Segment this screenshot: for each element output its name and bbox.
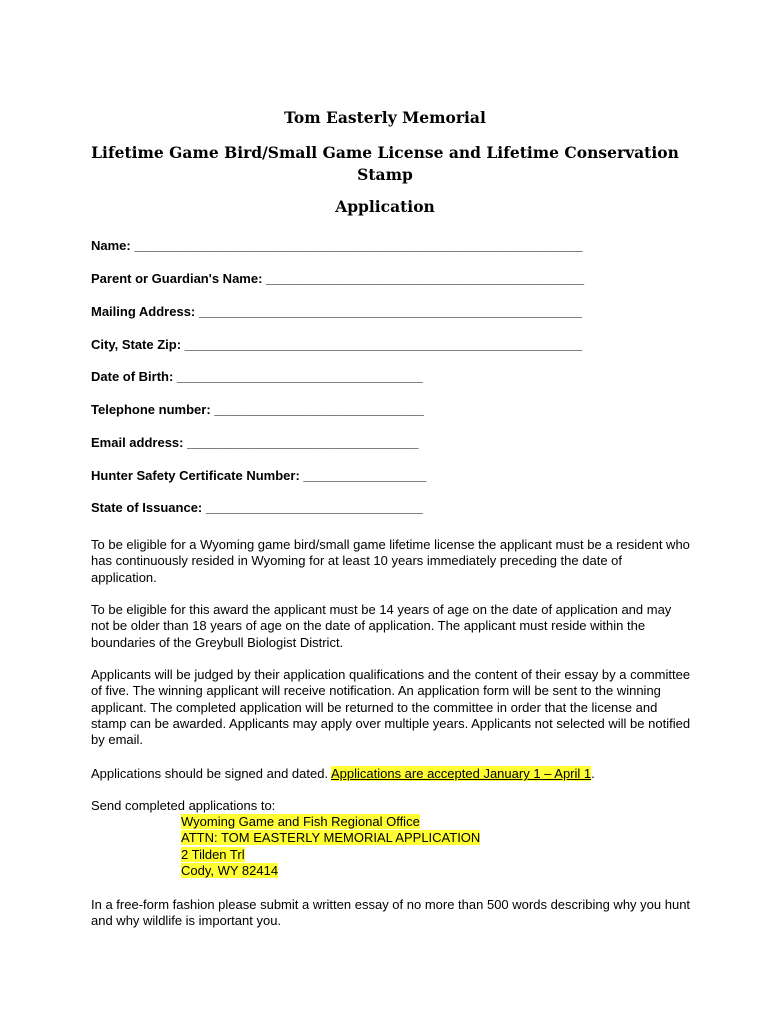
field-blank[interactable]: ________________________________ (187, 435, 419, 450)
deadline-suffix: . (591, 766, 595, 781)
field-label: City, State Zip: (91, 337, 182, 352)
application-title: Application (335, 197, 435, 216)
field-label: Mailing Address: (91, 304, 196, 319)
send-to-label: Send completed applications to: (91, 798, 276, 813)
field-blank[interactable]: ______________________________ (205, 500, 423, 515)
hunter-safety-field[interactable] (91, 468, 426, 483)
mailing-address-block (181, 814, 480, 879)
license-title-line1: Lifetime Game Bird/Small Game License and Lifetime Conservation (91, 143, 679, 162)
deadline-paragraph (91, 766, 691, 782)
judging-paragraph: Applicants will be judged by their application qualifications and the content of their essay by a committee of five. The winning applicant will receive notification. An application form will be sent to the winning applicant. The completed application will be returned to the committee in order that the license and stamp can be awarded. Applicants may apply over multiple years. Applicants not selected will be notified by email. (91, 667, 691, 748)
address-line1: Wyoming Game and Fish Regional Office (181, 814, 420, 829)
deadline-prefix: Applications should be signed and dated. (91, 766, 331, 781)
field-label: State of Issuance: (91, 500, 203, 515)
field-label: Parent or Guardian's Name: (91, 271, 263, 286)
city-state-zip-field[interactable] (91, 337, 582, 352)
license-title (0, 142, 770, 186)
field-blank[interactable]: ______________________________________________________________ (134, 238, 583, 253)
field-blank[interactable]: _____________________________ (214, 402, 424, 417)
date-of-birth-field[interactable] (91, 369, 423, 384)
field-blank[interactable]: _________________ (303, 468, 427, 483)
field-blank[interactable]: _____________________________________________________ (198, 304, 583, 319)
age-requirement-paragraph: To be eligible for this award the applicant must be 14 years of age on the date of application and may not be older than 18 years of age on the date of application. The applicant must reside within the boundaries of the Greybull Biologist District. (91, 602, 672, 650)
telephone-field[interactable] (91, 402, 424, 417)
field-blank[interactable]: ____________________________________________ (266, 271, 585, 286)
field-label: Date of Birth: (91, 369, 174, 384)
deadline-highlight: Applications are accepted January 1 – April 1 (330, 766, 592, 781)
address-line3: 2 Tilden Trl (181, 846, 245, 862)
name-field[interactable] (91, 238, 583, 253)
eligibility-paragraph: To be eligible for a Wyoming game bird/small game lifetime license the applicant must be a resident who has continuously resided in Wyoming for at least 10 years immediately preceding the date of application. (91, 537, 690, 585)
address-line2: ATTN: TOM EASTERLY MEMORIAL APPLICATION (181, 830, 481, 846)
field-blank[interactable]: __________________________________ (176, 369, 423, 384)
mailing-address-field[interactable] (91, 304, 582, 319)
guardian-name-field[interactable] (91, 271, 584, 286)
memorial-title: Tom Easterly Memorial (284, 108, 486, 127)
essay-instructions-paragraph: In a free-form fashion please submit a written essay of no more than 500 words describing why you hunt and why wildlife is important you. (91, 897, 691, 929)
license-title-line2: Stamp (357, 165, 413, 184)
field-label: Name: (91, 238, 131, 253)
field-blank[interactable]: _______________________________________________________ (184, 337, 583, 352)
address-line4: Cody, WY 82414 (181, 862, 279, 878)
field-label: Telephone number: (91, 402, 211, 417)
state-of-issuance-field[interactable] (91, 500, 423, 515)
field-label: Hunter Safety Certificate Number: (91, 468, 300, 483)
field-label: Email address: (91, 435, 184, 450)
email-field[interactable] (91, 435, 418, 450)
